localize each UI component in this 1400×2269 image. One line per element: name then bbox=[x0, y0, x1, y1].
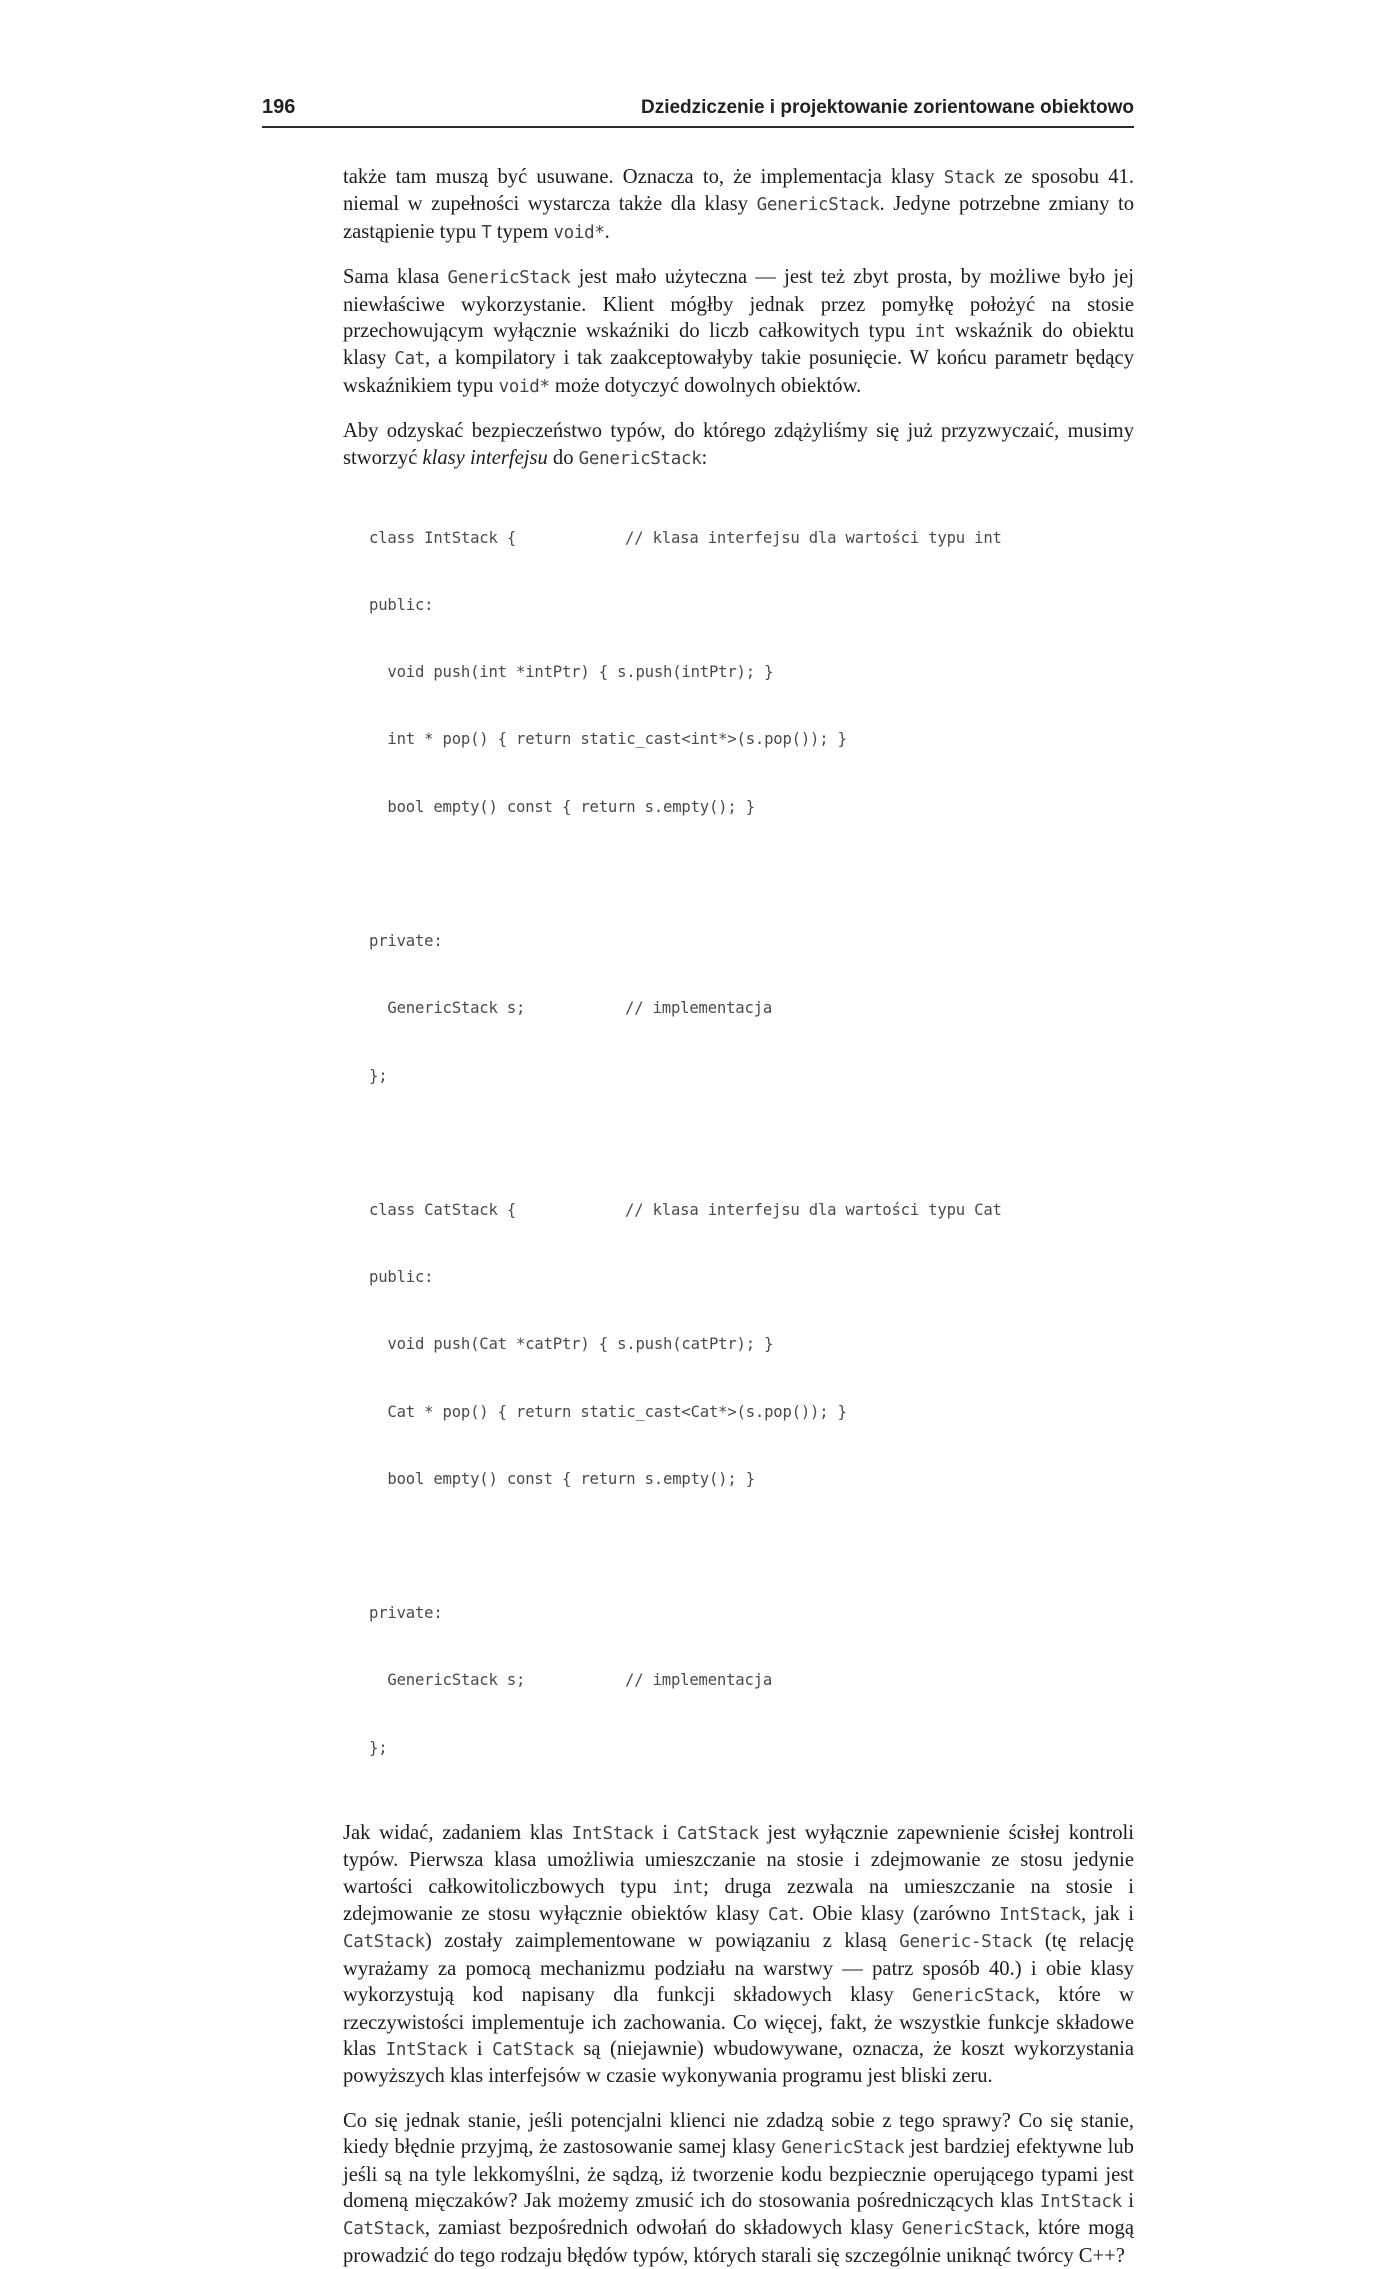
code-inline: GenericStack bbox=[578, 448, 702, 469]
text-run: . bbox=[604, 220, 610, 243]
code-inline: IntStack bbox=[1039, 2192, 1122, 2213]
code-line bbox=[369, 1401, 1134, 1423]
code-line bbox=[369, 1065, 1134, 1087]
text-run: , a kompilatory i tak zaakceptowałyby takie posunięcie. W końcu parametr będący wskaźnikiem typu bbox=[343, 347, 1134, 397]
text-run: ze sposobu 41. niemal w zupełności wystarcza także dla klasy bbox=[343, 166, 1134, 216]
code-comment: // implementacja bbox=[625, 1671, 773, 1690]
emphasis: klasy interfejsu bbox=[422, 446, 548, 469]
text-run: do bbox=[547, 446, 579, 469]
code-text: class IntStack { bbox=[369, 528, 517, 547]
text-run: wskaźnik do obiektu klasy bbox=[343, 320, 1135, 370]
text-run: ) zostały zaimplementowane w powiązaniu z klasą bbox=[424, 1930, 900, 1953]
code-text: private: bbox=[369, 932, 443, 951]
text-run: Co się jednak stanie, jeśli potencjalni klienci nie zdadzą sobie z tego sprawy? Co się stanie, kiedy błędnie przyjmą, że zastosowanie samej klasy bbox=[343, 2109, 1134, 2159]
code-blank-line bbox=[369, 863, 1134, 885]
code-inline: GenericStack bbox=[912, 1986, 1035, 2007]
code-inline: Stack bbox=[943, 168, 995, 188]
code-inline: void* bbox=[498, 376, 550, 397]
code-blank-line bbox=[369, 1132, 1134, 1154]
code-text: bool empty() const { return s.empty(); } bbox=[369, 1469, 755, 1488]
code-line bbox=[369, 1737, 1134, 1759]
text-run: , które mogą prowadzić do tego rodzaju błędów typów, których starali się szczególnie uniknąć twórcy C++? bbox=[343, 2217, 1134, 2267]
body-text bbox=[343, 164, 1134, 2269]
text-run: , jak i bbox=[1080, 1902, 1134, 1925]
code-line bbox=[369, 527, 1134, 549]
code-text: }; bbox=[369, 1738, 388, 1757]
text-run: może dotyczyć dowolnych obiektów. bbox=[549, 374, 862, 397]
code-inline: void* bbox=[553, 222, 605, 243]
code-comment: // klasa interfejsu dla wartości typu Cat bbox=[625, 1200, 1002, 1219]
code-text: class CatStack { bbox=[369, 1200, 517, 1219]
code-inline: IntStack bbox=[385, 2039, 468, 2060]
paragraph-1 bbox=[343, 164, 1134, 246]
code-inline: Cat bbox=[767, 1904, 799, 1925]
code-line bbox=[369, 997, 1134, 1019]
code-line bbox=[369, 796, 1134, 818]
code-inline: IntStack bbox=[571, 1823, 654, 1844]
code-inline: CatStack bbox=[492, 2039, 574, 2060]
text-run: także tam muszą być usuwane. Oznacza to, że implementacja klasy bbox=[343, 166, 944, 188]
text-run: . Jedyne potrzebne zmiany to zastąpienie typu bbox=[343, 193, 1134, 243]
paragraph-4 bbox=[343, 1820, 1134, 2090]
code-text: void push(int *intPtr) { s.push(intPtr); } bbox=[369, 663, 774, 682]
code-inline: int bbox=[914, 322, 946, 343]
text-run: jest wyłącznie zapewnienie ścisłej kontroli typów. Pierwsza klasa umożliwia umieszczanie na stosie i zdejmowanie ze stosu jedynie wartości całkowitoliczbowych typu bbox=[343, 1821, 1134, 1898]
text-run: i bbox=[653, 1821, 677, 1844]
code-text: public: bbox=[369, 596, 434, 615]
code-text: Cat * pop() { return static_cast<Cat*>(s.pop()); } bbox=[369, 1402, 847, 1421]
code-text: bool empty() const { return s.empty(); } bbox=[369, 797, 755, 816]
code-inline: IntStack bbox=[999, 1904, 1081, 1925]
code-line bbox=[369, 1669, 1134, 1691]
code-inline: GenericStack bbox=[781, 2138, 905, 2159]
code-inline: int bbox=[672, 1877, 704, 1898]
text-run: i bbox=[1121, 2190, 1134, 2213]
code-line bbox=[369, 728, 1134, 750]
code-inline: CatStack bbox=[343, 2219, 425, 2240]
text-run: typem bbox=[491, 220, 554, 243]
code-text: void push(Cat *catPtr) { s.push(catPtr); } bbox=[369, 1335, 774, 1354]
code-line bbox=[369, 1333, 1134, 1355]
code-inline: GenericStack bbox=[756, 195, 880, 216]
text-run: , zamiast bezpośrednich odwołań do składowych klasy bbox=[424, 2217, 902, 2240]
code-inline: CatStack bbox=[676, 1823, 759, 1844]
code-listing bbox=[369, 482, 1134, 1804]
code-text: }; bbox=[369, 1066, 388, 1085]
code-line bbox=[369, 1266, 1134, 1288]
code-inline: CatStack bbox=[343, 1932, 425, 1953]
text-run: są (niejawnie) wbudowywane, oznacza, że koszt wykorzystania powyższych klas interfejsów w czasie wykonywania programu jest bliski zeru. bbox=[343, 2037, 1134, 2088]
chapter-title: Dziedziczenie i projektowanie zorientowane obiektowo bbox=[640, 97, 1134, 118]
code-line bbox=[369, 1199, 1134, 1221]
text-run: . Obie klasy (zarówno bbox=[798, 1902, 1000, 1925]
text-run: Aby odzyskać bezpieczeństwo typów, do którego zdążyliśmy się już przyzwyczaić, musimy stworzyć bbox=[343, 420, 1134, 469]
page-number: 196 bbox=[262, 96, 296, 118]
code-inline: GenericStack bbox=[901, 2219, 1025, 2240]
text-run: Sama klasa bbox=[343, 266, 448, 289]
text-run: (tę relację wyrażamy za pomocą mechanizmu podziału na warstwy — patrz sposób 40.) i obie klasy wykorzystują kod napisany dla funkcji składowych klasy bbox=[343, 1930, 1134, 2007]
code-inline: T bbox=[481, 222, 492, 243]
running-head bbox=[262, 92, 1134, 128]
code-text: int * pop() { return static_cast<int*>(s.pop()); } bbox=[369, 730, 847, 749]
code-line bbox=[369, 930, 1134, 952]
code-text: private: bbox=[369, 1604, 443, 1623]
code-inline: GenericStack bbox=[447, 268, 571, 289]
text-run: : bbox=[701, 446, 708, 469]
code-inline: Cat bbox=[394, 349, 426, 370]
text-run: jest mało użyteczna — jest też zbyt prosta, by możliwe było jej niewłaściwe wykorzystanie. Klient mógłby jednak przez pomyłkę położyć na stosie przechowującym wyłącznie wskaźniki do liczb całkowitych typu bbox=[343, 266, 1134, 343]
code-text: GenericStack s; bbox=[369, 1671, 526, 1690]
code-line bbox=[369, 661, 1134, 683]
code-line bbox=[369, 1468, 1134, 1490]
paragraph-3 bbox=[343, 418, 1134, 472]
paragraph-2 bbox=[343, 264, 1134, 400]
code-line bbox=[369, 594, 1134, 616]
text-run: ; druga zezwala na umieszczanie na stosie i zdejmowanie ze stosu wyłącznie obiektów klasy bbox=[343, 1875, 1134, 1925]
text-run: i bbox=[467, 2037, 493, 2060]
code-blank-line bbox=[369, 1535, 1134, 1557]
code-text: public: bbox=[369, 1268, 434, 1287]
text-run: jest bardziej efektywne lub jeśli są na tyle lekkomyślni, że sądzą, iż tworzenie kodu bezpiecznie operującego typami jest domeną mięczaków? Jak możemy zmusić ich do stosowania pośredniczących klas bbox=[343, 2136, 1134, 2213]
text-run: , które w rzeczywistości implementuje ich zachowania. Co więcej, fakt, że wszystkie funkcje składowe klas bbox=[343, 1984, 1135, 2060]
code-line bbox=[369, 1602, 1134, 1624]
text-run: Jak widać, zadaniem klas bbox=[343, 1821, 572, 1844]
paragraph-5 bbox=[343, 2108, 1134, 2269]
code-comment: // klasa interfejsu dla wartości typu int bbox=[625, 528, 1002, 547]
code-comment: // implementacja bbox=[625, 999, 773, 1018]
code-inline: Generic-Stack bbox=[899, 1932, 1033, 1953]
code-text: GenericStack s; bbox=[369, 999, 526, 1018]
